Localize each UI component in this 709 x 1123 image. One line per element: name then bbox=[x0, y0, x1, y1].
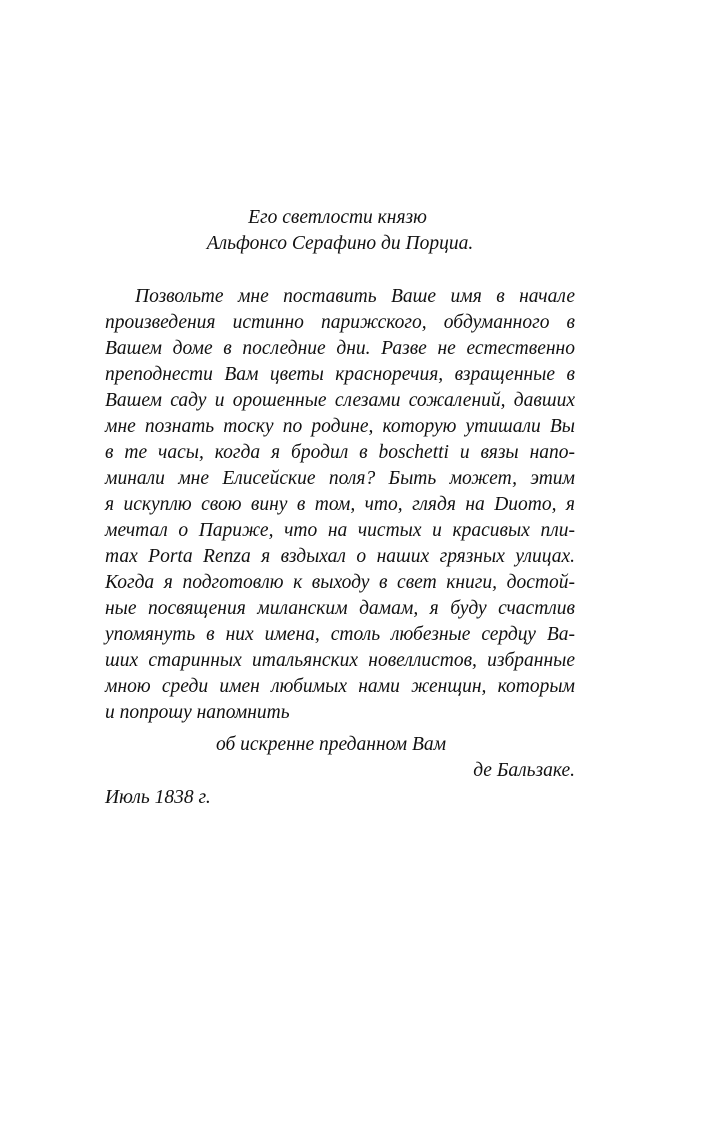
body-line: мечтал о Париже, что на чистых и красивых пли- bbox=[105, 520, 575, 541]
body-line: преподнести Вам цветы красноречия, взращенные в bbox=[105, 364, 575, 385]
body-line: минали мне Елисейские поля? Быть может, этим bbox=[105, 468, 575, 489]
body-line: произведения истинно парижского, обдуманного в bbox=[105, 312, 575, 333]
body-line: ших старинных итальянских новеллистов, избранные bbox=[105, 650, 575, 671]
body-line: мною среди имен любимых нами женщин, которым bbox=[105, 676, 575, 697]
dedication-line-2: Альфонсо Серафино ди Порциа. bbox=[206, 233, 474, 254]
body-line: Вашем саду и орошенные слезами сожалений, давших bbox=[105, 390, 575, 411]
body-line: Вашем доме в последние дни. Разве не естественно bbox=[105, 338, 575, 359]
body-line: ные посвящения миланским дамам, я буду счастлив bbox=[105, 598, 575, 619]
date-line: Июль 1838 г. bbox=[105, 787, 211, 808]
body-line: я искуплю свою вину в том, что, глядя на Duomo, я bbox=[105, 494, 575, 515]
closing-line: об искренне преданном Вам bbox=[216, 734, 447, 755]
body-line-last: и попрошу напомнить bbox=[105, 702, 290, 723]
dedication-line-1: Его светлости князю bbox=[248, 207, 427, 228]
body-line: Когда я подготовлю к выходу в свет книги, достой- bbox=[105, 572, 575, 593]
signature: де Бальзаке. bbox=[473, 760, 575, 781]
body-line: тах Porta Renza я вздыхал о наших грязных улицах. bbox=[105, 546, 575, 567]
body-line: упомянуть в них имена, столь любезные сердцу Ва- bbox=[105, 624, 575, 645]
body-line: мне познать тоску по родине, которую утишали Вы bbox=[105, 416, 575, 437]
body-line: Позвольте мне поставить Ваше имя в начале bbox=[135, 286, 575, 307]
body-line: в те часы, когда я бродил в boschetti и вязы напо- bbox=[105, 442, 575, 463]
